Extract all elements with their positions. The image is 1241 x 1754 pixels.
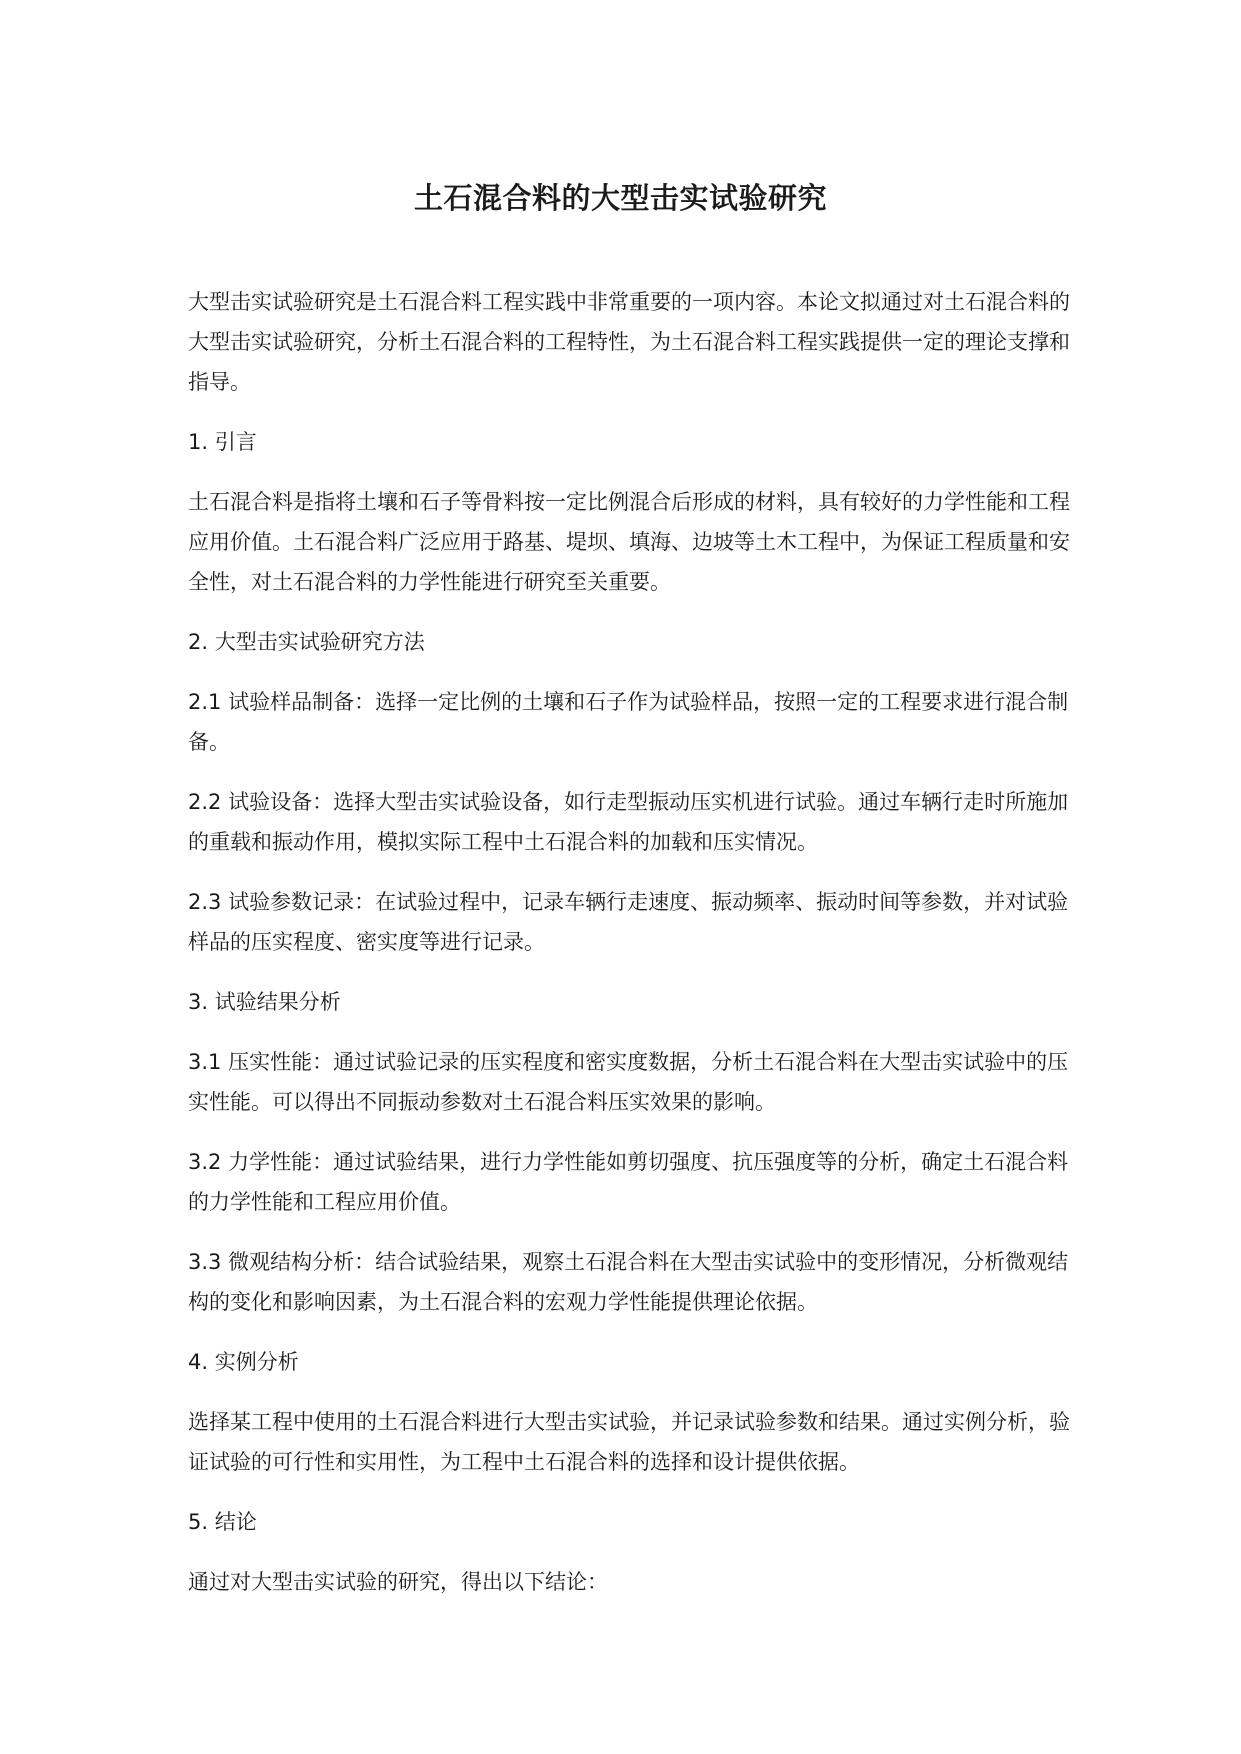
results-paragraph-3-3: 3.3 微观结构分析：结合试验结果，观察土石混合料在大型击实试验中的变形情况，分析微观结构的变化和影响因素，为土石混合料的宏观力学性能提供理论依据。 <box>188 1250 1069 1314</box>
section-heading-case-study: 4. 实例分析 <box>188 1350 299 1374</box>
case-study-paragraph: 选择某工程中使用的土石混合料进行大型击实试验，并记录试验参数和结果。通过实例分析，验证试验的可行性和实用性，为工程中土石混合料的选择和设计提供依据。 <box>188 1410 1070 1474</box>
section-heading-results: 3. 试验结果分析 <box>188 990 341 1014</box>
introduction-paragraph: 土石混合料是指将土壤和石子等骨料按一定比例混合后形成的材料，具有较好的力学性能和工程应用价值。土石混合料广泛应用于路基、堤坝、填海、边坡等土木工程中，为保证工程质量和安全性，对土石混合料的力学性能进行研究至关重要。 <box>188 490 1070 594</box>
document-body <box>188 282 1078 1622</box>
section-heading-conclusion: 5. 结论 <box>188 1510 257 1534</box>
method-paragraph-2-3: 2.3 试验参数记录：在试验过程中，记录车辆行走速度、振动频率、振动时间等参数，并对试验样品的压实程度、密实度等进行记录。 <box>188 890 1069 954</box>
method-paragraph-2-1: 2.1 试验样品制备：选择一定比例的土壤和石子作为试验样品，按照一定的工程要求进行混合制备。 <box>188 690 1069 754</box>
method-paragraph-2-2: 2.2 试验设备：选择大型击实试验设备，如行走型振动压实机进行试验。通过车辆行走时所施加的重载和振动作用，模拟实际工程中土石混合料的加载和压实情况。 <box>188 790 1069 854</box>
document-title: 土石混合料的大型击实试验研究 <box>413 181 827 215</box>
section-heading-method: 2. 大型击实试验研究方法 <box>188 630 425 654</box>
section-heading-introduction: 1. 引言 <box>188 430 257 454</box>
intro-paragraph: 大型击实试验研究是土石混合料工程实践中非常重要的一项内容。本论文拟通过对土石混合料的大型击实试验研究，分析土石混合料的工程特性，为土石混合料工程实践提供一定的理论支撑和指导。 <box>188 290 1070 394</box>
results-paragraph-3-1: 3.1 压实性能：通过试验记录的压实程度和密实度数据，分析土石混合料在大型击实试验中的压实性能。可以得出不同振动参数对土石混合料压实效果的影响。 <box>188 1050 1069 1114</box>
results-paragraph-3-2: 3.2 力学性能：通过试验结果，进行力学性能如剪切强度、抗压强度等的分析，确定土石混合料的力学性能和工程应用价值。 <box>188 1150 1069 1214</box>
conclusion-paragraph: 通过对大型击实试验的研究，得出以下结论： <box>188 1570 608 1594</box>
